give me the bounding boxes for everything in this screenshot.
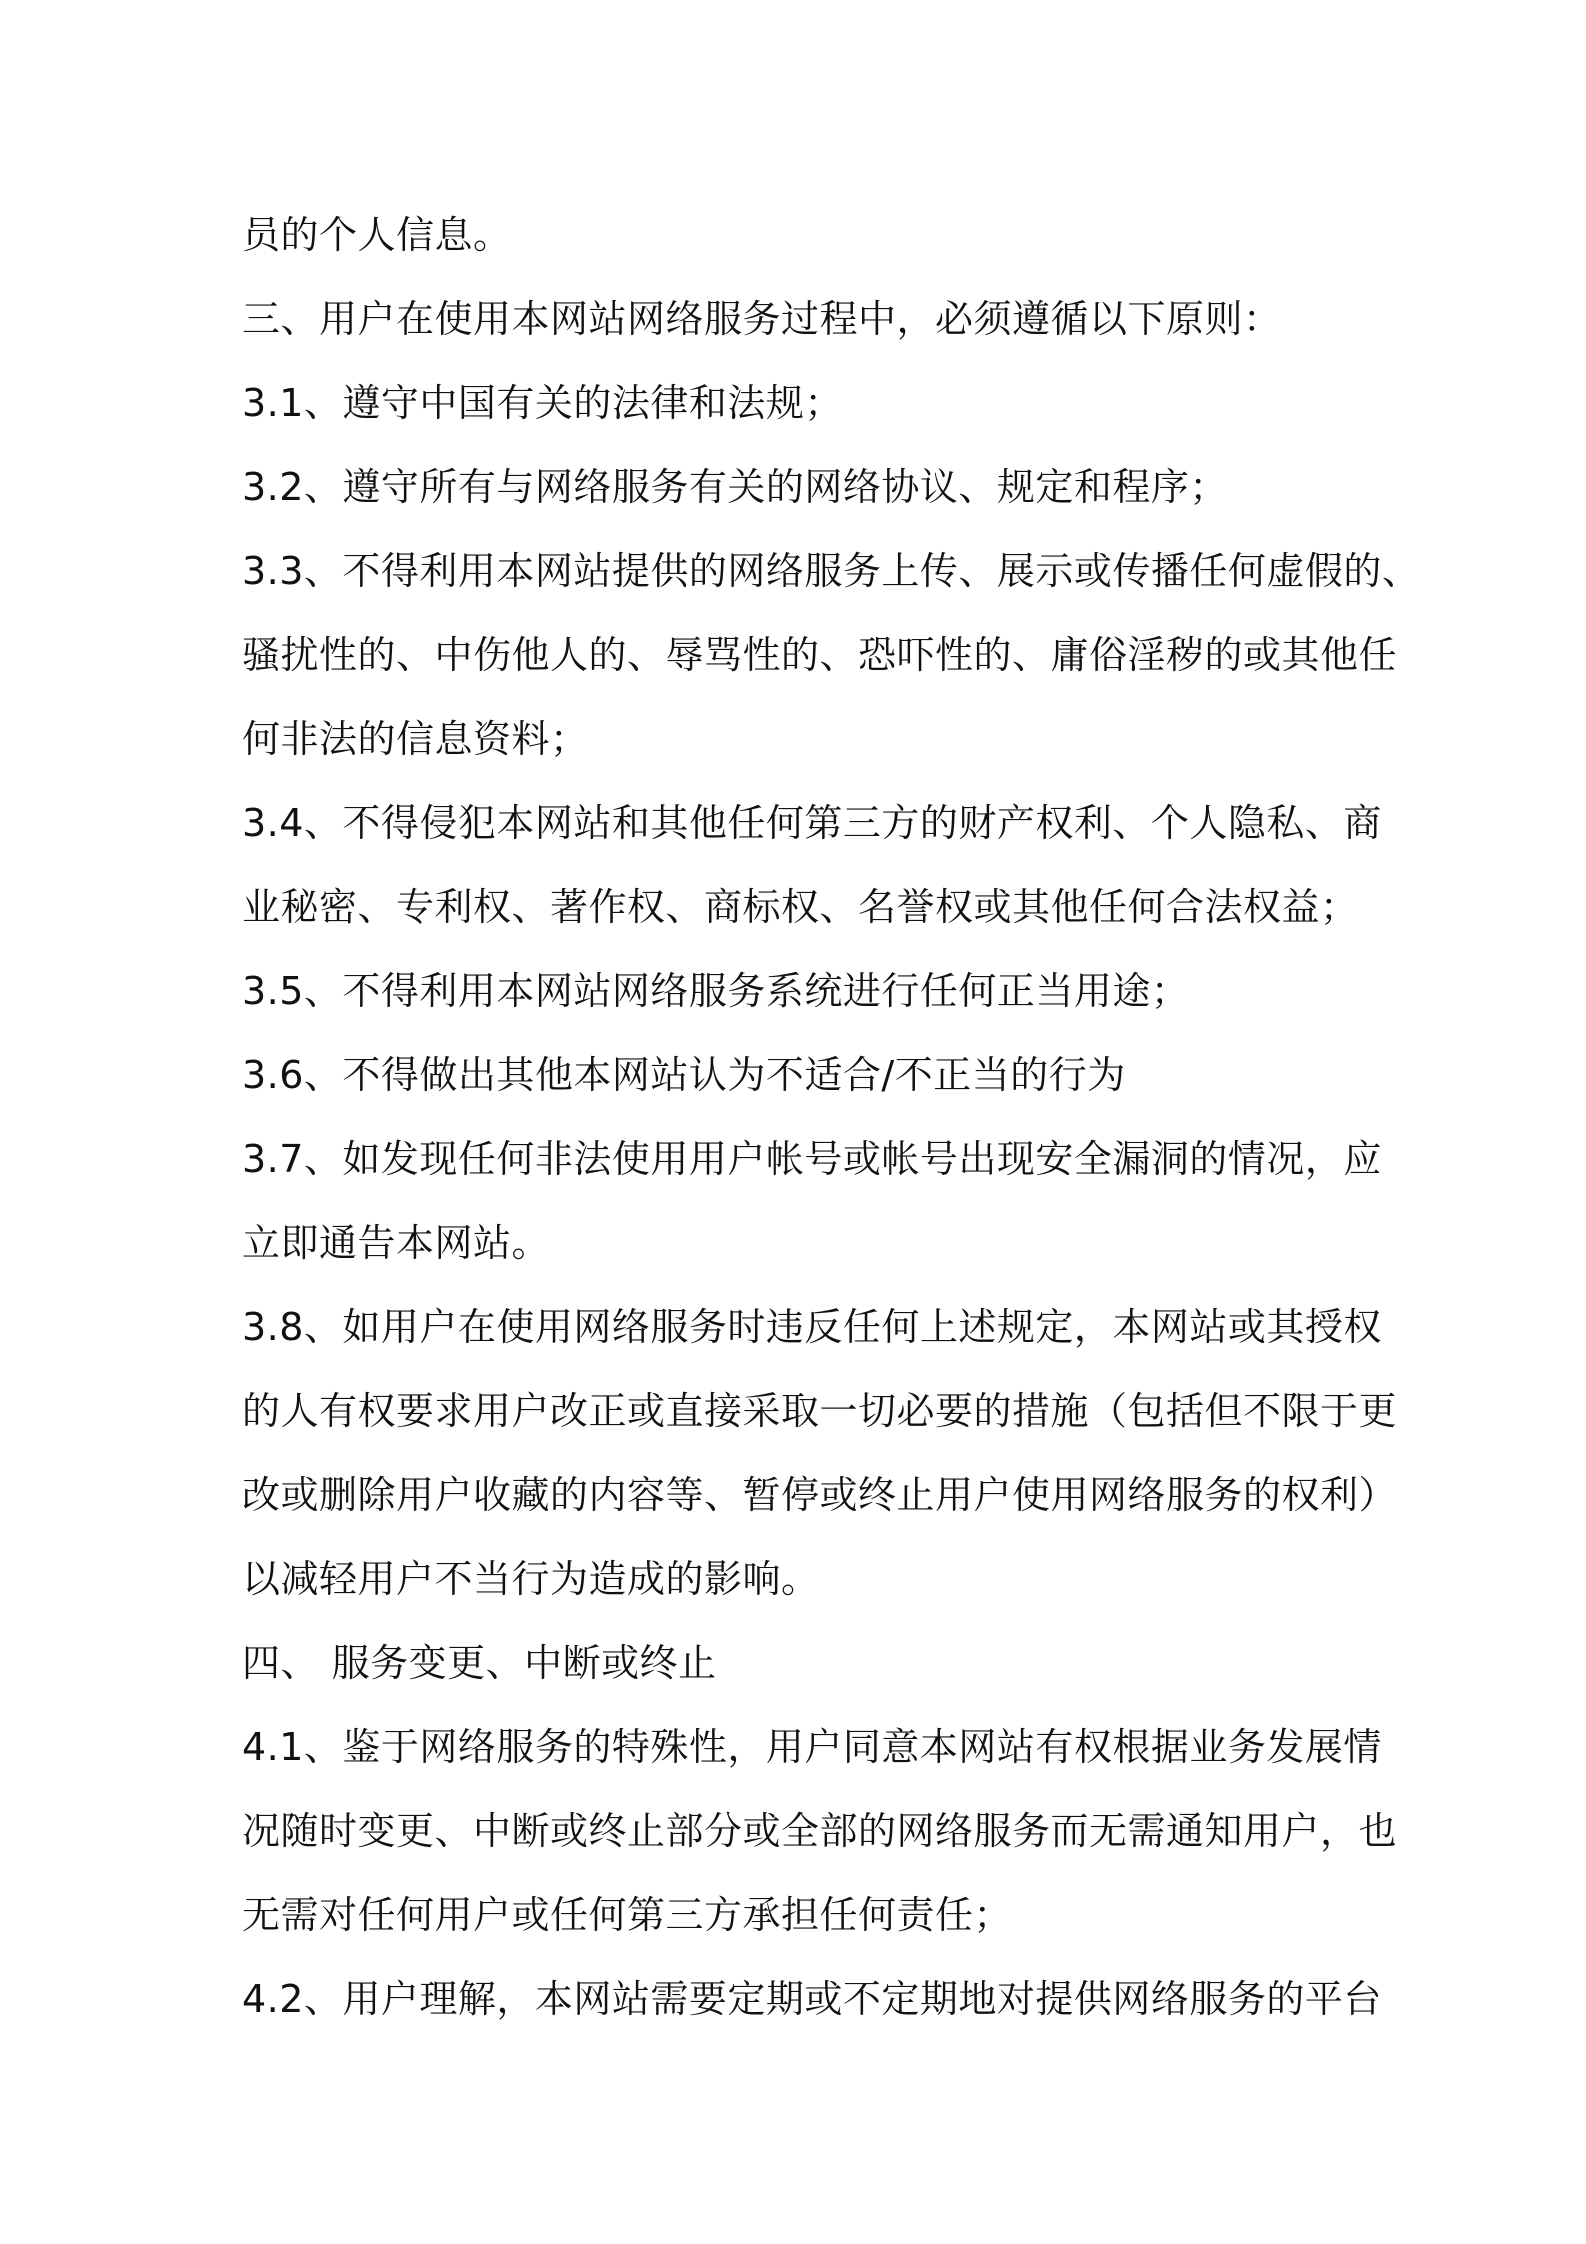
clause-3-3-cont: 何非法的信息资料； bbox=[242, 717, 589, 761]
clause-3-6: 3.6、不得做出其他本网站认为不适合/不正当的行为 bbox=[242, 1053, 1126, 1097]
section-heading-4: 四、 服务变更、中断或终止 bbox=[242, 1641, 717, 1685]
clause-3-4-cont: 业秘密、专利权、著作权、商标权、名誉权或其他任何合法权益； bbox=[242, 885, 1359, 929]
clause-3-3: 3.3、不得利用本网站提供的网络服务上传、展示或传播任何虚假的、 bbox=[242, 549, 1421, 593]
paragraph-line: 员的个人信息。 bbox=[242, 213, 512, 257]
clause-3-8: 3.8、如用户在使用网络服务时违反任何上述规定，本网站或其授权 bbox=[242, 1305, 1382, 1349]
clause-4-1-cont: 况随时变更、中断或终止部分或全部的网络服务而无需通知用户，也 bbox=[242, 1809, 1398, 1853]
clause-3-4: 3.4、不得侵犯本网站和其他任何第三方的财产权利、个人隐私、商 bbox=[242, 801, 1382, 845]
clause-3-7: 3.7、如发现任何非法使用用户帐号或帐号出现安全漏洞的情况，应 bbox=[242, 1137, 1382, 1181]
clause-3-7-cont: 立即通告本网站。 bbox=[242, 1221, 551, 1265]
clause-3-8-cont: 以减轻用户不当行为造成的影响。 bbox=[242, 1557, 820, 1601]
clause-4-1-cont: 无需对任何用户或任何第三方承担任何责任； bbox=[242, 1893, 1013, 1937]
clause-3-3-cont: 骚扰性的、中伤他人的、辱骂性的、恐吓性的、庸俗淫秽的或其他任 bbox=[242, 633, 1398, 677]
clause-3-8-cont: 改或删除用户收藏的内容等、暂停或终止用户使用网络服务的权利） bbox=[242, 1473, 1398, 1517]
section-heading-3: 三、用户在使用本网站网络服务过程中，必须遵循以下原则： bbox=[242, 297, 1282, 341]
clause-3-1: 3.1、遵守中国有关的法律和法规； bbox=[242, 381, 843, 425]
clause-3-8-cont: 的人有权要求用户改正或直接采取一切必要的措施（包括但不限于更 bbox=[242, 1389, 1398, 1433]
clause-4-1: 4.1、鉴于网络服务的特殊性，用户同意本网站有权根据业务发展情 bbox=[242, 1725, 1382, 1769]
document-body bbox=[242, 193, 1421, 2041]
clause-3-2: 3.2、遵守所有与网络服务有关的网络协议、规定和程序； bbox=[242, 465, 1228, 509]
clause-3-5: 3.5、不得利用本网站网络服务系统进行任何正当用途； bbox=[242, 969, 1190, 1013]
clause-4-2: 4.2、用户理解，本网站需要定期或不定期地对提供网络服务的平台 bbox=[242, 1977, 1382, 2021]
